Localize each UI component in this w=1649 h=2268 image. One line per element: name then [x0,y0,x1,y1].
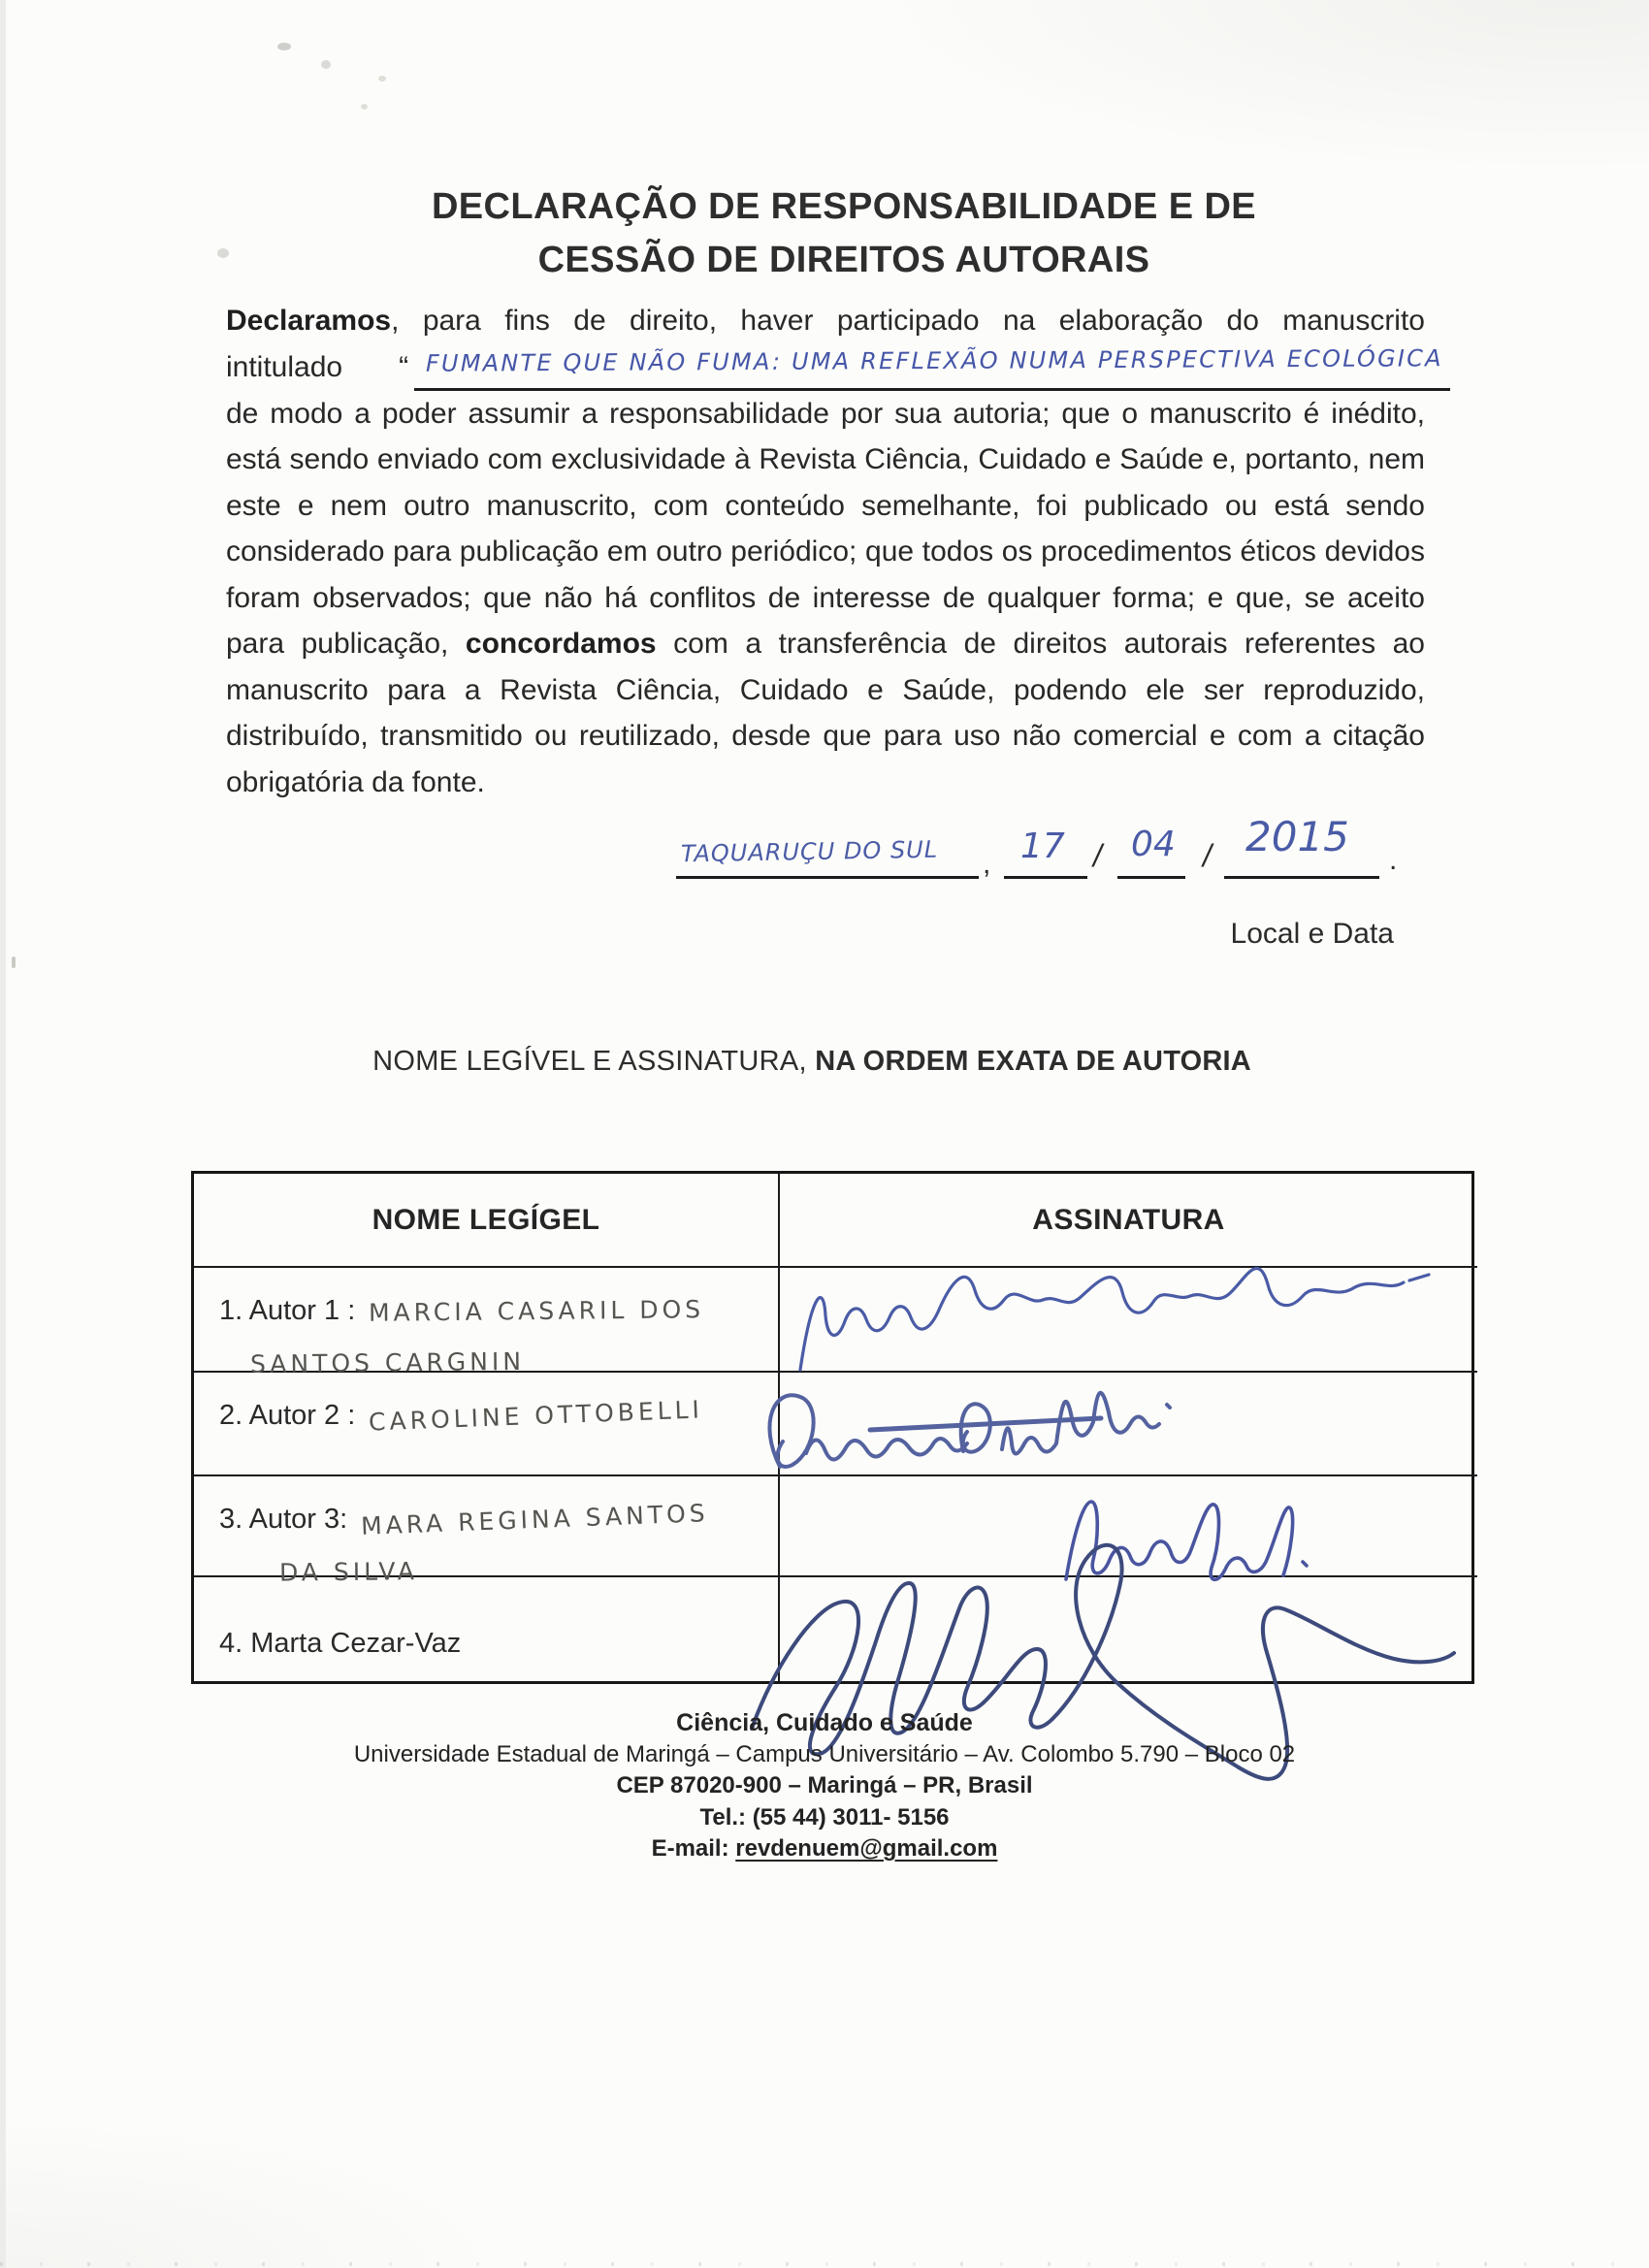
day-handwriting: 17 [1020,826,1065,866]
signature-table [191,1171,1474,1684]
declaration-paragraph [226,298,1443,805]
author-4-label: 4. Marta Cezar-Vaz [219,1628,462,1659]
signature-order-heading [0,1046,1624,1078]
order-heading-bold: NA ORDEM EXATA DE AUTORIA [815,1046,1251,1077]
author-1-handwritten-name: MARCIA CASARIL DOS [369,1295,705,1327]
declaration-line2 [226,344,1443,391]
month-handwriting: 04 [1131,825,1176,864]
table-row-1-signature-cell [780,1268,1477,1373]
scan-edge-shadow [0,0,6,2268]
period-mark: . [1389,844,1398,876]
footer-cep-line: CEP 87020-900 – Maringá – PR, Brasil [616,1772,1033,1798]
scan-speckle [277,43,291,50]
table-header-nome: NOME LEGÍGEL [194,1174,780,1268]
month-underline [1117,876,1185,879]
email-text: revdenuem@gmail.com [735,1835,998,1862]
author-3-handwritten-name: MARA REGINA SANTOS [360,1499,710,1540]
scan-speckle [321,60,331,69]
journal-footer [0,1707,1649,1865]
table-row-3-signature-cell [780,1476,1477,1577]
footer-email-line [0,1833,1649,1865]
intitulado-word: intitulado [226,351,343,383]
declaration-body-text-a: de modo a poder assumir a responsabilidade por sua autoria; que o manuscrito é inédito, está sendo enviado com exclusividade à Revista Ciência, Cuidado e Saúde e, portanto, nem este e nem outro manuscrito, com conteúdo semelhante, foi publicado ou está sendo considerado para publicação em outro periódico; que todos os procedimentos éticos devidos foram observados; que não há conflitos de interesse de qualquer forma; e que, se aceito para publicação, [226,397,1425,660]
scan-speckle [12,956,16,968]
concordamos-bold: concordamos [465,628,657,660]
declaration-body [226,391,1425,806]
email-label: E-mail: [651,1835,736,1862]
table-row-4-name [194,1577,780,1681]
location-handwriting: TAQUARUÇU DO SUL [680,835,939,868]
manuscript-title-rule [414,343,1450,391]
footer-journal-name: Ciência, Cuidado e Saúde [676,1709,973,1736]
footer-address: Universidade Estadual de Maringá – Campus Universitário – Av. Colombo 5.790 – Bloco 02 [353,1740,1296,1767]
author-2-label: 2. Autor 2 : [219,1400,356,1431]
table-row-4-signature-cell [780,1577,1477,1681]
author-2-handwritten-name: CAROLINE OTTOBELLI [368,1395,704,1437]
declaramos-bold: Declaramos [226,305,392,337]
author-3-handwritten-name-line2: DA SILVA [278,1557,419,1587]
year-underline [1224,876,1379,879]
year-handwriting: 2015 [1245,813,1349,860]
document-title-line2: CESSÃO DE DIREITOS AUTORAIS [537,240,1150,280]
scan-bottom-noise [0,2262,1649,2266]
local-e-data-caption: Local e Data [1230,918,1394,950]
table-row-2-name [194,1373,780,1476]
comma-mark: , [983,848,991,880]
author-1-handwritten-name-line2: SANTOS CARGNIN [249,1346,526,1378]
scan-speckle [378,76,386,81]
table-header-assinatura: ASSINATURA [780,1174,1477,1268]
open-quote: “ [399,351,409,383]
scan-speckle [361,104,368,110]
table-row-1-name [194,1268,780,1378]
table-row-3-name [194,1476,780,1587]
slash-mark: / [1093,838,1102,873]
document-title-line1: DECLARAÇÃO DE RESPONSABILIDADE E DE [431,186,1257,227]
declaration-body-text-b: com a transferência de direitos autorais referentes ao manuscrito para a Revista Ciência, Cuidado e Saúde, podendo ele ser reproduzido, distribuído, transmitido ou reutilizado, desde que para uso não comercial e com a citação obrigatória da fonte. [226,628,1425,798]
slash-mark: / [1203,838,1212,873]
day-underline [1004,876,1087,879]
author-1-label: 1. Autor 1 : [219,1295,356,1326]
table-row-2-signature-cell [780,1373,1477,1476]
document-title [39,180,1649,287]
manuscript-title-handwriting: FUMANTE QUE NÃO FUMA: UMA REFLEXÃO NUMA PERSPECTIVA ECOLÓGICA [426,344,1443,377]
location-underline [676,876,979,879]
declaration-line1-text: , para fins de direito, haver participado na elaboração do manuscrito [391,305,1425,337]
order-heading-normal: NOME LEGÍVEL E ASSINATURA, [372,1046,816,1077]
footer-phone: Tel.: (55 44) 3011- 5156 [699,1803,950,1831]
author-3-label: 3. Autor 3: [219,1504,348,1535]
